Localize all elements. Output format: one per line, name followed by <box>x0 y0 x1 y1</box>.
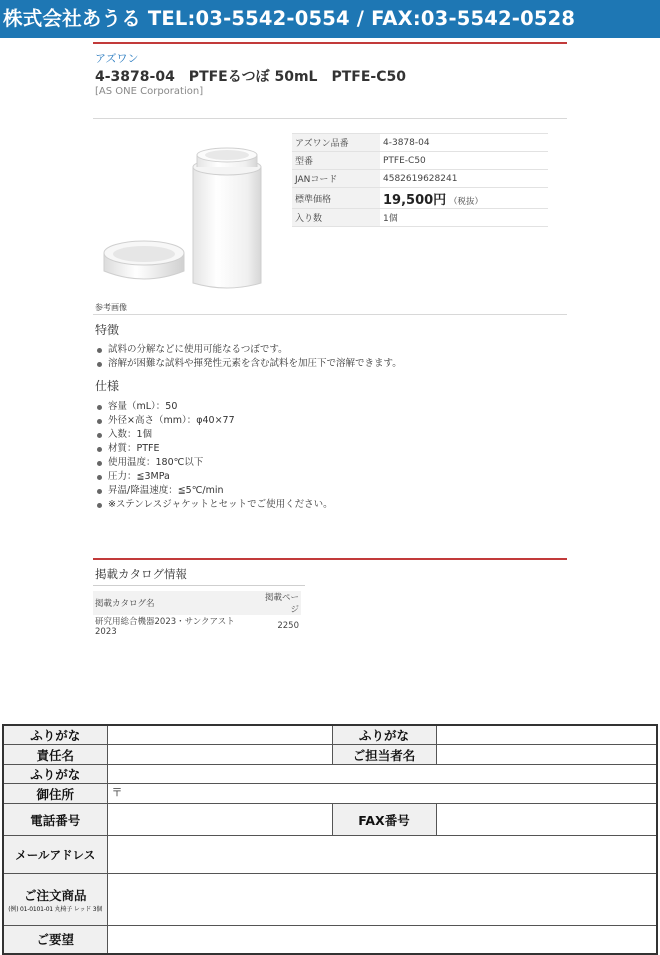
furigana-label: ふりがな <box>332 725 436 745</box>
order-form <box>2 724 658 955</box>
tel-label: 電話番号 <box>3 804 107 836</box>
list-item: 試料の分解などに使用可能なるつぼです。 <box>95 343 402 357</box>
name-furigana-field[interactable] <box>107 725 332 745</box>
order-item-field[interactable] <box>107 874 657 926</box>
tel-field[interactable] <box>107 804 332 836</box>
furigana-row <box>3 765 657 784</box>
spec-row <box>292 209 548 227</box>
list-item: 使用温度：180℃以下 <box>95 456 333 470</box>
table-row <box>93 615 301 637</box>
list-item: 昇温/降温速度：≦5℃/min <box>95 484 333 498</box>
request-row <box>3 926 657 954</box>
fax-field[interactable] <box>436 804 657 836</box>
contact-field[interactable] <box>436 745 657 765</box>
image-caption: 参考画像 <box>95 303 127 312</box>
spec-value: PTFE-C50 <box>380 152 548 170</box>
maker-link[interactable]: アズワン <box>95 52 139 65</box>
catalog-page: 2250 <box>277 621 299 631</box>
catalog-name: 研究用総合機器2023・サンクアスト2023 <box>95 617 235 637</box>
spec-label: 標準価格 <box>292 188 380 209</box>
catalog-heading-rule <box>93 585 305 586</box>
name-label: 責任名 <box>3 745 107 765</box>
contact-label: ご担当者名 <box>332 745 436 765</box>
spec-value: 4582619628241 <box>380 170 548 188</box>
request-field[interactable] <box>107 926 657 954</box>
spec-row <box>292 152 548 170</box>
spec-label: 型番 <box>292 152 380 170</box>
order-item-label-cell <box>3 874 107 926</box>
furigana-label: ふりがな <box>3 765 107 784</box>
address-furigana-field[interactable] <box>107 765 657 784</box>
image-divider <box>93 314 567 315</box>
spec-row <box>292 188 548 209</box>
catalog-table <box>93 591 301 637</box>
spec-label: アズワン品番 <box>292 134 380 152</box>
features-heading: 特徴 <box>95 323 120 337</box>
features-list <box>95 343 402 371</box>
furigana-row <box>3 725 657 745</box>
list-item: ※ステンレスジャケットとセットでご使用ください。 <box>95 498 333 512</box>
header-divider <box>93 42 567 44</box>
list-item: 容量（mL）：50 <box>95 400 333 414</box>
list-item: 外径×高さ（mm）：φ40×77 <box>95 414 333 428</box>
email-label: メールアドレス <box>3 836 107 874</box>
catalog-col-page: 掲載ページ <box>257 591 301 615</box>
list-item: 圧力：≦3MPa <box>95 470 333 484</box>
list-item: 溶解が困難な試料や揮発性元素を含む試料を加圧下で溶解できます。 <box>95 357 402 371</box>
product-image <box>95 133 280 298</box>
price-cell <box>380 188 548 209</box>
specs-heading: 仕様 <box>95 379 120 393</box>
furigana-label: ふりがな <box>3 725 107 745</box>
spec-table <box>292 133 548 227</box>
spec-value: 1個 <box>380 209 548 227</box>
list-item: 入数：1個 <box>95 428 333 442</box>
fax-label: FAX番号 <box>332 804 436 836</box>
name-field[interactable] <box>107 745 332 765</box>
list-item: 材質：PTFE <box>95 442 333 456</box>
catalog-divider <box>93 558 567 560</box>
email-field[interactable] <box>107 836 657 874</box>
contact-banner: 株式会社あうる TEL:03-5542-0554 / FAX:03-5542-0528 <box>0 0 660 38</box>
spec-row <box>292 170 548 188</box>
order-item-label: ご注文商品 <box>23 888 87 903</box>
address-label: 御住所 <box>3 784 107 804</box>
order-item-example: (例) 01-0101-01 丸椅子 レッド 3個 <box>8 906 103 913</box>
corporation-name: [AS ONE Corporation] <box>95 86 204 97</box>
price-tax-note: （税抜） <box>449 196 484 207</box>
phone-row <box>3 804 657 836</box>
address-row <box>3 784 657 804</box>
spec-label: JANコード <box>292 170 380 188</box>
address-field[interactable] <box>107 784 657 804</box>
price-value: 19,500円 <box>383 192 447 208</box>
product-title: 4-3878-04 PTFEるつぼ 50mL PTFE-C50 <box>95 69 406 85</box>
title-divider <box>93 118 567 119</box>
contact-furigana-field[interactable] <box>436 725 657 745</box>
spec-value: 4-3878-04 <box>380 134 548 152</box>
spec-row <box>292 134 548 152</box>
specs-list <box>95 400 333 512</box>
catalog-heading: 掲載カタログ情報 <box>95 567 187 581</box>
catalog-col-name: 掲載カタログ名 <box>93 591 257 615</box>
request-label: ご要望 <box>3 926 107 954</box>
name-row <box>3 745 657 765</box>
postal-mark: 〒 <box>111 786 123 799</box>
email-row <box>3 836 657 874</box>
order-item-row <box>3 874 657 926</box>
spec-label: 入り数 <box>292 209 380 227</box>
catalog-header-row <box>93 591 301 615</box>
